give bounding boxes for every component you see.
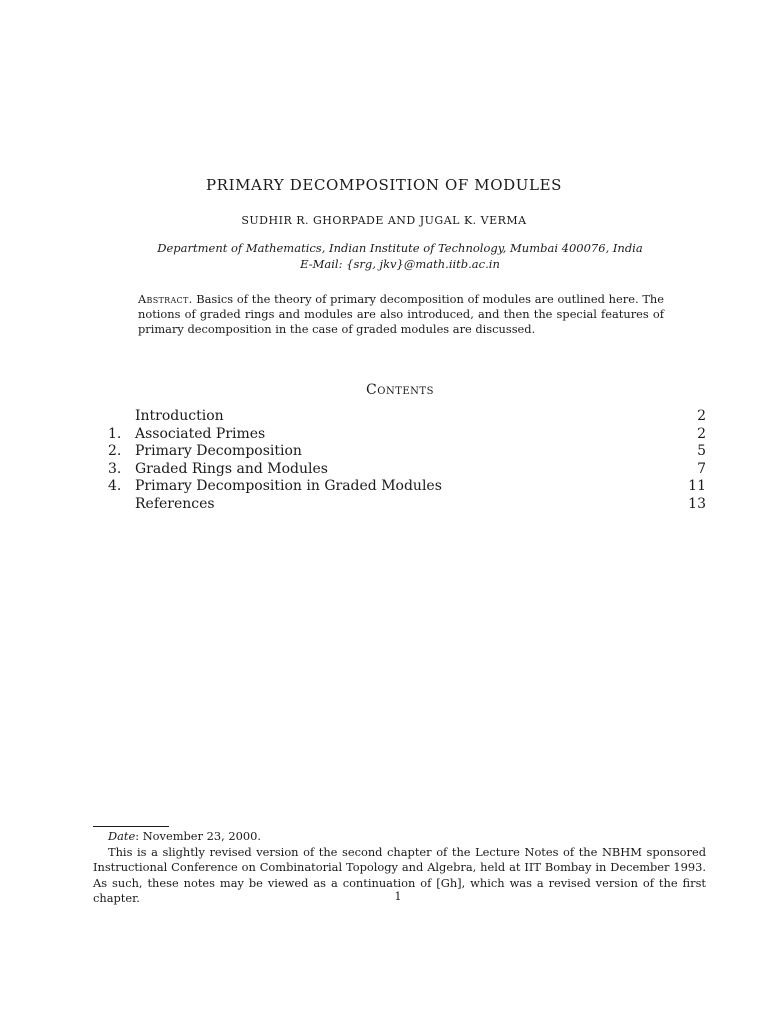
page-number: 1	[394, 890, 402, 903]
toc-entry-graded-decomposition[interactable]	[108, 478, 706, 496]
toc-entry-title: Introduction	[135, 408, 224, 424]
author-affiliation-block	[0, 240, 768, 272]
toc-entry-label	[108, 461, 328, 479]
footnote-divider	[93, 826, 169, 827]
toc-entry-graded-rings[interactable]	[108, 461, 706, 479]
abstract	[138, 292, 664, 337]
table-of-contents	[108, 408, 706, 513]
footnote-date-value: : November 23, 2000.	[135, 829, 261, 843]
abstract-label: Abstract.	[138, 292, 193, 306]
toc-entry-number: 3.	[108, 460, 122, 477]
toc-entry-number: 4.	[108, 478, 122, 494]
toc-entry-label	[108, 426, 265, 444]
toc-entry-title: Associated Primes	[135, 425, 266, 442]
abstract-text: Basics of the theory of primary decomposition of modules are outlined here. The notions of graded rings and modules are also introduced, and then the special features of primary decomposition in the case of graded modules are discussed.	[138, 292, 664, 336]
toc-entry-introduction[interactable]	[108, 408, 706, 426]
toc-entry-page: 2	[697, 425, 706, 442]
toc-entry-label	[108, 408, 224, 426]
toc-entry-title: Graded Rings and Modules	[135, 460, 328, 477]
paper-title: PRIMARY DECOMPOSITION OF MODULES	[205, 176, 562, 194]
email-line: E-Mail: {srg, jkv}@math.iitb.ac.in	[300, 257, 500, 271]
toc-entry-page: 13	[688, 495, 706, 512]
footnote-date	[93, 829, 706, 845]
toc-entry-number: 2.	[108, 443, 122, 459]
paper-authors: SUDHIR R. GHORPADE AND JUGAL K. VERMA	[241, 214, 527, 227]
toc-entry-associated-primes[interactable]	[108, 426, 706, 444]
toc-entry-primary-decomposition[interactable]	[108, 443, 706, 461]
toc-entry-number: 1.	[108, 425, 122, 442]
contents-heading: Contents	[366, 382, 434, 398]
toc-entry-title: Primary Decomposition in Graded Modules	[135, 478, 442, 494]
footnote-text: This is a slightly revised version of the second chapter of the Lecture Notes of the NBHM sponsored Instructional Conference on Combinatorial Topology and Algebra, held at IIT Bombay in December 1993. As such, these notes may be viewed as a continuation of [Gh], which was a revised version of the first chapter.	[93, 844, 706, 905]
toc-entry-label	[108, 478, 442, 496]
toc-entry-label	[108, 496, 215, 514]
footnote-date-label: Date	[108, 829, 136, 843]
toc-entry-page: 2	[697, 408, 706, 424]
toc-entry-page: 11	[688, 478, 706, 494]
toc-entry-page: 7	[697, 460, 706, 477]
affiliation-line: Department of Mathematics, Indian Institute of Technology, Mumbai 400076, India	[157, 241, 643, 255]
toc-entry-title: Primary Decomposition	[135, 443, 302, 459]
toc-entry-page: 5	[697, 443, 706, 459]
toc-entry-label	[108, 443, 302, 461]
toc-entry-references[interactable]	[108, 496, 706, 514]
toc-entry-title: References	[135, 495, 215, 512]
